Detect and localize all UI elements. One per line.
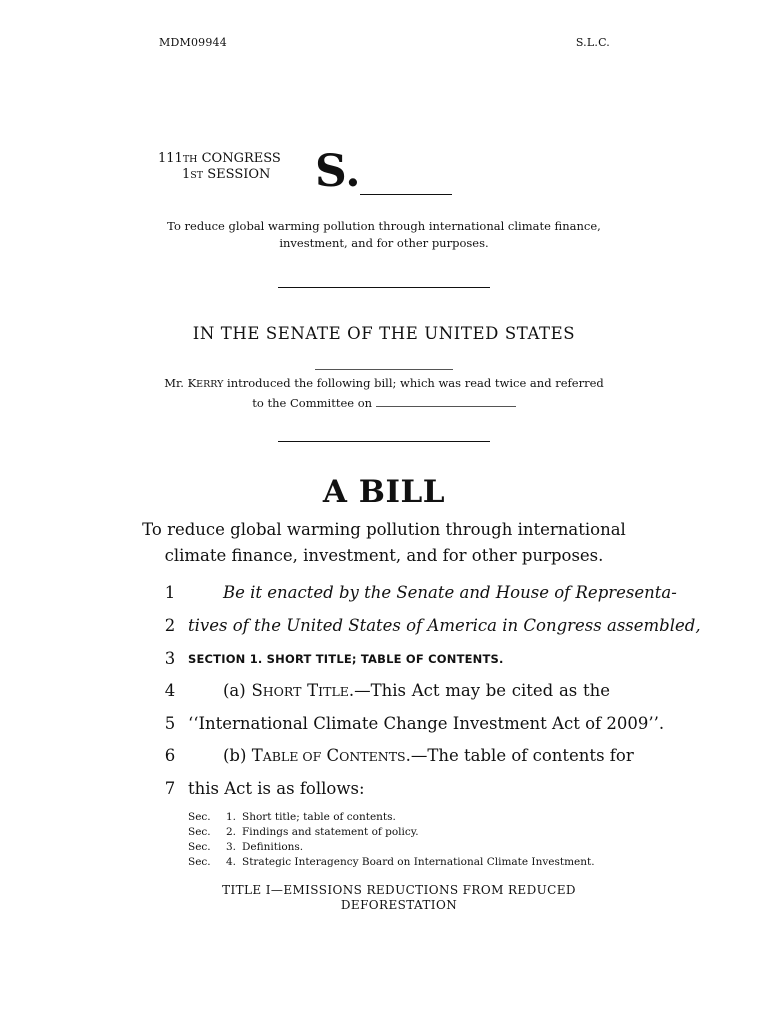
section-heading: SECTION 1. SHORT TITLE; TABLE OF CONTENTS.: [188, 652, 504, 666]
bill-number: S.: [315, 146, 361, 197]
introduction-statement: Mr. KERRY introduced the following bill; which was read twice and referred to the Committee on: [164, 376, 604, 410]
committee-blank: [376, 396, 516, 407]
bill-line-3: [0, 647, 768, 671]
toc-entry: Sec. 3. Definitions.: [188, 841, 304, 853]
line-number: 4: [164, 681, 176, 700]
toc-entry: Sec. 1. Short title; table of contents.: [188, 811, 396, 823]
line-number: 1: [164, 583, 176, 602]
purpose-short: To reduce global warming pollution through international climate finance, investment, and for other purposes.: [167, 219, 601, 250]
table-of-contents-subsection: (b) TABLE OF CONTENTS.—The table of contents for: [223, 746, 634, 765]
divider-rule-bottom: [278, 441, 490, 442]
line-number: 3: [164, 649, 176, 668]
line-number: 6: [164, 746, 176, 765]
toc-entry: Sec. 4. Strategic Interagency Board on International Climate Investment.: [188, 856, 595, 868]
a-bill-heading: A BILL: [322, 474, 446, 510]
congress-number: 111TH CONGRESS: [158, 151, 281, 166]
line-number: 5: [164, 714, 176, 733]
session-number: 1ST SESSION: [182, 167, 271, 182]
senate-heading: IN THE SENATE OF THE UNITED STATES: [192, 324, 576, 343]
document-id: MDM09944: [159, 36, 227, 49]
bill-line-1: [0, 581, 768, 605]
toc-entry: Sec. 2. Findings and statement of policy.: [188, 826, 419, 838]
slc-label: S.L.C.: [575, 36, 610, 49]
bill-number-blank: [360, 194, 452, 195]
table-of-contents: [188, 810, 595, 870]
bill-line-7: [0, 777, 768, 801]
enacting-clause: Be it enacted by the Senate and House of Representa-: [223, 583, 677, 602]
line-number: 2: [164, 616, 176, 635]
divider-rule-top: [278, 287, 490, 288]
title-i-heading: TITLE I—EMISSIONS REDUCTIONS FROM REDUCED DEFORESTATION: [222, 883, 576, 912]
divider-thin: [315, 369, 453, 370]
bill-line-5: [0, 712, 768, 736]
bill-line-2: [0, 614, 768, 638]
bill-line-6: [0, 744, 768, 768]
bill-line-4: [0, 679, 768, 703]
act-short-title: ‘‘International Climate Change Investment Act of 2009’’.: [188, 714, 665, 733]
congress-session-block: [158, 151, 281, 183]
enacting-clause-cont: tives of the United States of America in Congress assembled,: [188, 616, 701, 635]
line-number: 7: [164, 779, 176, 798]
toc-intro: this Act is as follows:: [188, 779, 365, 798]
long-title: To reduce global warming pollution through international climate finance, investment, and for other purposes.: [142, 520, 626, 565]
short-title-subsection: (a) SHORT TITLE.—This Act may be cited as the: [223, 681, 610, 700]
